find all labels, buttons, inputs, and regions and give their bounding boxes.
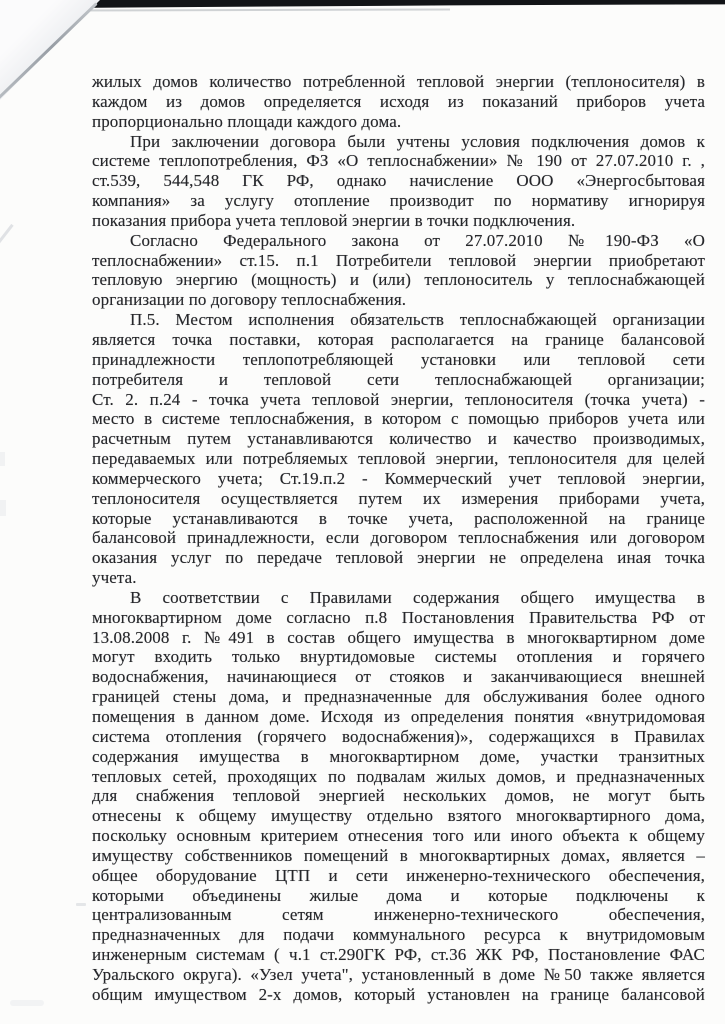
scan-artifact: [0, 452, 5, 466]
text-line: При заключении договора были учтены условия подключения домов к: [130, 131, 705, 151]
text-line: оказания услуг по передаче тепловой энергии не определена иная точка: [92, 548, 705, 568]
text-line: балансовой принадлежности, если договором теплоснабжения или договором: [92, 528, 705, 548]
text-line: поскольку основным критерием отнесения того или иного объекта к общему: [92, 826, 705, 846]
text-line: тепловую энергию (мощность) и (или) теплоноситель у теплоснабжающей: [92, 270, 705, 290]
text-line: для снабжения тепловой энергией нескольких домов, не могут быть: [92, 786, 705, 806]
text-line: учета.: [92, 568, 137, 588]
text-line: пропорционально площади каждого дома.: [92, 111, 402, 131]
text-line: системе теплопотребления, ФЗ «О теплоснабжении» № 190 от 27.07.2010 г. ,: [92, 151, 705, 171]
text-line: передаваемых или потребляемых тепловой энергии, теплоносителя для целей: [92, 449, 705, 469]
text-line: Согласно Федерального закона от 27.07.2010 №190-ФЗ «О: [130, 230, 705, 250]
text-line: организации по договору теплоснабжения.: [92, 290, 407, 310]
text-line: теплоснабжении» ст.15. п.1 Потребители тепловой энергии приобретают: [92, 250, 705, 270]
text-line: инженерным системам ( ч.1 ст.290ГК РФ, ст.36 ЖК РФ, Постановление ФАС: [92, 945, 705, 965]
text-line: могут входить только внуртидомовые системы отопления и горячего: [92, 647, 705, 667]
text-line: В соответствии с Правилами содержания общего имущества в: [130, 587, 705, 607]
text-line: 13.08.2008 г. №491 в состав общего имущества в многоквартирном доме: [92, 627, 705, 647]
text-line: содержания имущества в многоквартирном доме, участки транзитных: [92, 746, 705, 766]
text-line: имуществу собственников помещений в многоквартирных домах, является –: [92, 845, 705, 865]
text-line: компания» за услугу отопление производит по нормативу игнорируя: [92, 191, 705, 211]
text-line: место в системе теплоснабжения, в котором с помощью приборов учета или: [92, 409, 705, 429]
text-line: Уральского округа). «Узел учета", установленный в доме №50 также является: [92, 964, 705, 984]
text-line: тепловых сетей, проходящих по подвалам жилых домов, и предназначенных: [92, 766, 705, 786]
scan-artifact: [0, 500, 6, 516]
text-line: предназначенных для подачи коммунального ресурса к внутридомовым: [92, 925, 705, 945]
text-line: Ст. 2. п.24 - точка учета тепловой энергии, теплоносителя (точка учета) -: [92, 389, 705, 409]
text-line: принадлежности теплопотребляющей установки или тепловой сети: [92, 349, 705, 369]
text-line: показания прибора учета тепловой энергии в точки подключения.: [92, 210, 576, 230]
text-line: отнесены к общему имуществу отдельно взятого многоквартирного дома,: [92, 806, 705, 826]
text-line: расчетным путем устанавливаются количество и качество производимых,: [92, 429, 705, 449]
scan-artifact: [10, 1000, 44, 1006]
text-line: ст.539, 544,548 ГК РФ, однако начисление ООО «Энергосбытовая: [92, 171, 705, 191]
text-line: общим имуществом 2-х домов, который установлен на границе балансовой: [92, 984, 705, 1004]
text-line: потребителя и тепловой сети теплоснабжающей организации;: [92, 369, 705, 389]
scanner-edge-bar: [0, 0, 725, 9]
scan-artifact: [76, 903, 86, 906]
text-line: водоснабжения, начинающиеся от стояков и заканчивающиеся внешней: [92, 667, 705, 687]
text-line: централизованным сетям инженерно-технического обеспечения,: [92, 905, 705, 925]
text-line: которыми объединены жилые дома и которые подключены к: [92, 885, 705, 905]
text-line: каждом из домов определяется исходя из показаний приборов учета: [92, 91, 705, 111]
text-line: является точка поставки, которая располагается на границе балансовой: [92, 329, 705, 349]
text-line: многоквартирном доме согласно п.8 Постановления Правительства РФ от: [92, 607, 705, 627]
document-text: [92, 72, 705, 1005]
text-line: система отопления (горячего водоснабжения)», содержащихся в Правилах: [92, 726, 705, 746]
text-line: П.5. Местом исполнения обязательств теплоснабжающей организации: [130, 310, 705, 330]
text-line: теплоносителя осуществляется путем их измерения приборами учета,: [92, 488, 705, 508]
left-edge-crease-mark: [0, 224, 14, 249]
text-line: коммерческого учета; Ст.19.п.2 - Коммерческий учет тепловой энергии,: [92, 468, 705, 488]
text-line: жилых домов количество потребленной тепловой энергии (теплоносителя) в: [92, 72, 705, 91]
text-line: которые устанавливаются в точке учета, расположенной на границе: [92, 508, 705, 528]
text-line: общее оборудование ЦТП и сети инженерно-технического обеспечения,: [92, 865, 705, 885]
text-line: границей стены дома, и предназначенные для обслуживания более одного: [92, 687, 705, 707]
scanner-edge-shadow: [55, 8, 450, 11]
text-line: помещения в данном доме. Исходя из определения понятия «внутридомовая: [92, 707, 705, 726]
